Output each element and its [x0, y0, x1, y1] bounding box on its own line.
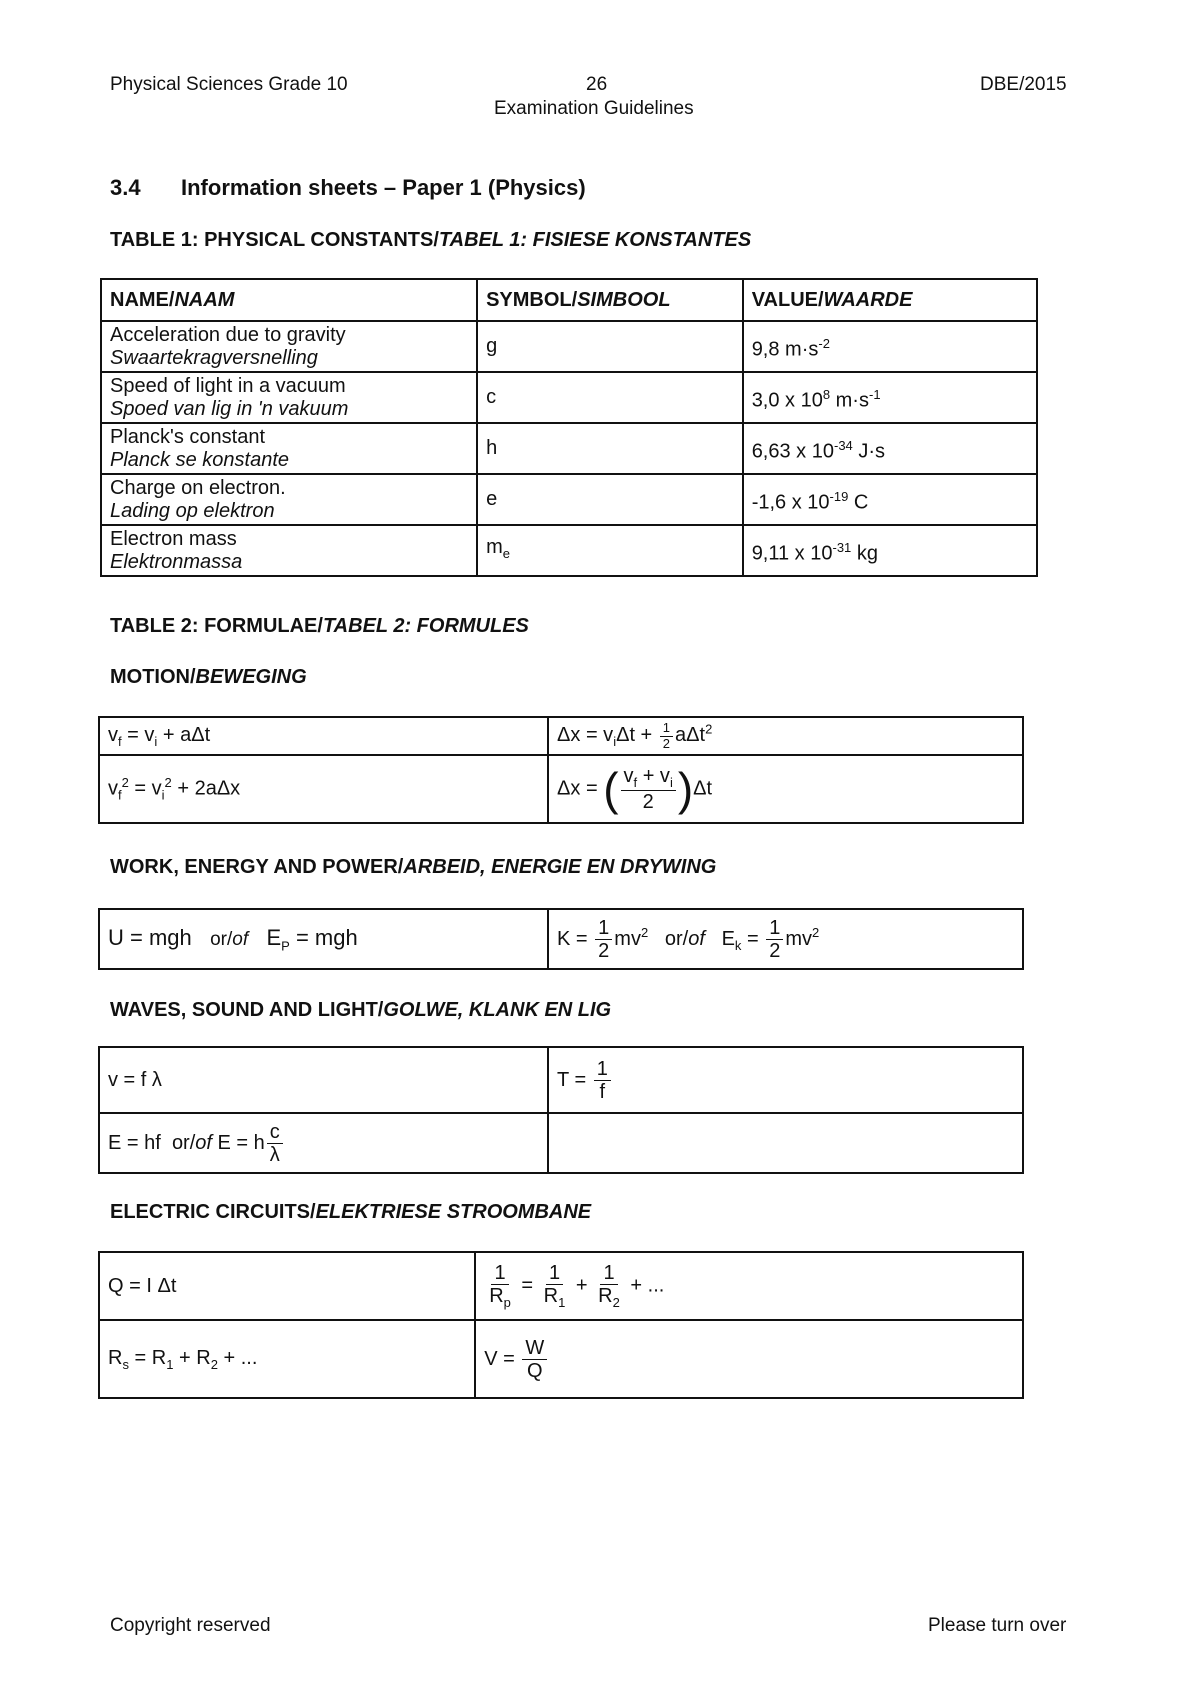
- formula-kinetic-energy: K = $\frac{1}{2}$ $mv^2$ or/of $E_k$ = $\frac{1}{2}$ $mv^2$: [548, 909, 1023, 969]
- formula-voltage: V = $\frac{W}{Q}$: [475, 1320, 1023, 1398]
- waves-title-af: GOLWE, KLANK EN LIG: [383, 999, 612, 1021]
- work-formula-table: [98, 908, 1024, 970]
- formula-vf: $v_f = v_i + a\Delta t$: [99, 717, 548, 755]
- header-symbol-en: SYMBOL/: [486, 288, 578, 311]
- formula-charge: Q = I Δt: [99, 1252, 475, 1320]
- table-row: [101, 423, 1037, 474]
- cell-symbol: [477, 372, 743, 423]
- cell-symbol: [477, 474, 743, 525]
- section-number: 3.4: [110, 175, 141, 200]
- waves-title-en: WAVES, SOUND AND LIGHT/: [110, 999, 384, 1021]
- value-mantissa: 9,8 m·s: [751, 338, 819, 361]
- cell-value: [743, 321, 1037, 372]
- header-name-af: NAAM: [174, 288, 235, 311]
- constants-table: [100, 278, 1038, 577]
- table-row: [101, 525, 1037, 576]
- or-label: or/: [664, 927, 689, 950]
- formula-row: [99, 1113, 1023, 1173]
- symbol: g: [486, 335, 498, 357]
- header-value-en: VALUE/: [751, 288, 824, 311]
- table2-title-en: TABLE 2: FORMULAE/: [110, 615, 323, 637]
- table1-title: [110, 229, 751, 252]
- work-title-en: WORK, ENERGY AND POWER/: [110, 856, 404, 878]
- name-af: Lading op elektron: [110, 499, 275, 522]
- formula-potential-energy: U = mgh or/of $E_P$ = mgh: [99, 909, 548, 969]
- value-exponent: -31: [832, 539, 852, 555]
- table1-title-af: TABEL 1: FISIESE KONSTANTES: [438, 229, 752, 251]
- value-exponent: 8: [822, 386, 831, 402]
- name-af: Elektronmassa: [110, 550, 243, 573]
- name-en: Charge on electron.: [110, 476, 286, 499]
- circuits-title: [110, 1201, 591, 1224]
- header-symbol-af: SIMBOOL: [577, 288, 671, 311]
- value-unit: kg: [851, 542, 878, 565]
- name-en: Speed of light in a vacuum: [110, 374, 346, 397]
- of-label: of: [688, 927, 705, 950]
- header-name: [101, 279, 477, 321]
- fraction-one-over-rp: $\frac{1}{R_p}$: [489, 1261, 511, 1310]
- name-af: Planck se konstante: [110, 448, 289, 471]
- cell-value: [743, 372, 1037, 423]
- circuits-formula-table: [98, 1251, 1024, 1399]
- formula-row: [99, 755, 1023, 823]
- symbol: h: [486, 437, 498, 459]
- symbol: c: [486, 386, 497, 408]
- symbol: m: [486, 536, 503, 558]
- of-label: of: [195, 1131, 212, 1154]
- fraction-half: $\frac{1}{2}$: [766, 917, 783, 962]
- table-row: [101, 474, 1037, 525]
- value-mantissa: -1,6 x 10: [751, 491, 830, 514]
- cell-symbol: [477, 423, 743, 474]
- table2-title: [110, 615, 529, 638]
- circuits-title-af: ELEKTRIESE STROOMBANE: [315, 1201, 592, 1223]
- header-value-af: WAARDE: [823, 288, 913, 311]
- value-exponent: -19: [829, 488, 849, 504]
- fraction-average-velocity: $\frac{v_f + v_i}{2}$: [621, 765, 676, 813]
- value-unit: C: [848, 491, 869, 514]
- table-row: [101, 372, 1037, 423]
- fraction-one-over-r1: $\frac{1}{R_1}$: [543, 1261, 566, 1310]
- waves-formula-table: [98, 1046, 1024, 1174]
- formula-parallel-resistance: $\frac{1}{R_p}$ = $\frac{1}{R_1}$ + $\frac{1}{R_2}$ + ...: [475, 1252, 1023, 1320]
- formula-dx-2: Δx = ( $\frac{v_f + v_i}{2}$ )Δt: [548, 755, 1023, 823]
- or-label: or/: [171, 1131, 196, 1154]
- cell-name: [101, 423, 477, 474]
- circuits-title-en: ELECTRIC CIRCUITS/: [110, 1201, 316, 1223]
- motion-title-af: BEWEGING: [195, 666, 307, 688]
- cell-name: [101, 525, 477, 576]
- of-label: of: [232, 928, 249, 950]
- cell-name: [101, 372, 477, 423]
- cell-name: [101, 321, 477, 372]
- cell-symbol: [477, 321, 743, 372]
- empty-cell: [548, 1113, 1023, 1173]
- formula-dx-1: $\Delta x = v_i\Delta t$ + $\frac{1}{2}$ aΔt$^2$: [548, 717, 1023, 755]
- fraction-half: $\frac{1}{2}$: [595, 917, 612, 962]
- name-en: Electron mass: [110, 527, 237, 550]
- formula-row: [99, 1252, 1023, 1320]
- fraction-one-over-f: $\frac{1}{f}$: [594, 1058, 611, 1103]
- value-unit: m·s: [830, 389, 869, 412]
- work-title: [110, 856, 716, 879]
- cell-symbol: [477, 525, 743, 576]
- table1-title-en: TABLE 1: PHYSICAL CONSTANTS/: [110, 229, 439, 251]
- page-number: 26: [586, 74, 608, 95]
- formula-wave-speed: v = f λ: [99, 1047, 548, 1113]
- symbol-subscript: e: [502, 546, 510, 561]
- motion-title: [110, 666, 307, 689]
- cell-name: [101, 474, 477, 525]
- value-exponent: -2: [818, 335, 830, 351]
- value-mantissa: 9,11 x 10: [751, 542, 833, 565]
- motion-title-en: MOTION/: [110, 666, 196, 688]
- formula-row: [99, 717, 1023, 755]
- fraction-c-over-lambda: $\frac{c}{\lambda}$: [267, 1121, 283, 1166]
- cell-value: [743, 423, 1037, 474]
- symbol: e: [486, 488, 498, 510]
- formula-row: [99, 1320, 1023, 1398]
- motion-formula-table: [98, 716, 1024, 824]
- cell-value: [743, 525, 1037, 576]
- footer-left: Copyright reserved: [110, 1615, 271, 1636]
- fraction-w-over-q: $\frac{W}{Q}$: [522, 1337, 547, 1382]
- work-title-af: ARBEID, ENERGIE EN DRYWING: [403, 856, 717, 878]
- value-mantissa: 6,63 x 10: [751, 440, 834, 463]
- table2-title-af: TABEL 2: FORMULES: [322, 615, 529, 637]
- footer-right: Please turn over: [928, 1615, 1067, 1636]
- formula-period: T = $\frac{1}{f}$: [548, 1047, 1023, 1113]
- value-mantissa: 3,0 x 10: [751, 389, 823, 412]
- header-value: [743, 279, 1037, 321]
- name-af: Spoed van lig in 'n vakuum: [110, 397, 349, 420]
- header-subtitle: Examination Guidelines: [494, 98, 694, 119]
- fraction-one-over-r2: $\frac{1}{R_2}$: [598, 1261, 620, 1310]
- formula-vf-squared: $v_f^2 = v_i^2 + 2a\Delta x$: [99, 755, 548, 823]
- unit-exponent: -1: [868, 386, 881, 402]
- cell-value: [743, 474, 1037, 525]
- name-en: Acceleration due to gravity: [110, 323, 346, 346]
- table-header-row: [101, 279, 1037, 321]
- formula-photon-energy: E = hf or/of E = h $\frac{c}{\lambda}$: [99, 1113, 548, 1173]
- or-label: or/: [210, 928, 233, 950]
- table-row: [101, 321, 1037, 372]
- value-unit: J·s: [852, 440, 885, 463]
- name-en: Planck's constant: [110, 425, 266, 448]
- header-left: Physical Sciences Grade 10: [110, 74, 348, 95]
- formula-series-resistance: $R_s = R_1 + R_2$ + ...: [99, 1320, 475, 1398]
- fraction-half: $\frac{1}{2}$: [660, 721, 673, 751]
- formula-row: [99, 1047, 1023, 1113]
- header-name-en: NAME/: [110, 288, 175, 311]
- header-symbol: [477, 279, 743, 321]
- value-exponent: -34: [833, 437, 853, 453]
- name-af: Swaartekragversnelling: [110, 346, 318, 369]
- formula-row: [99, 909, 1023, 969]
- header-right: DBE/2015: [980, 74, 1067, 95]
- section-title: Information sheets – Paper 1 (Physics): [181, 175, 586, 200]
- waves-title: [110, 999, 611, 1022]
